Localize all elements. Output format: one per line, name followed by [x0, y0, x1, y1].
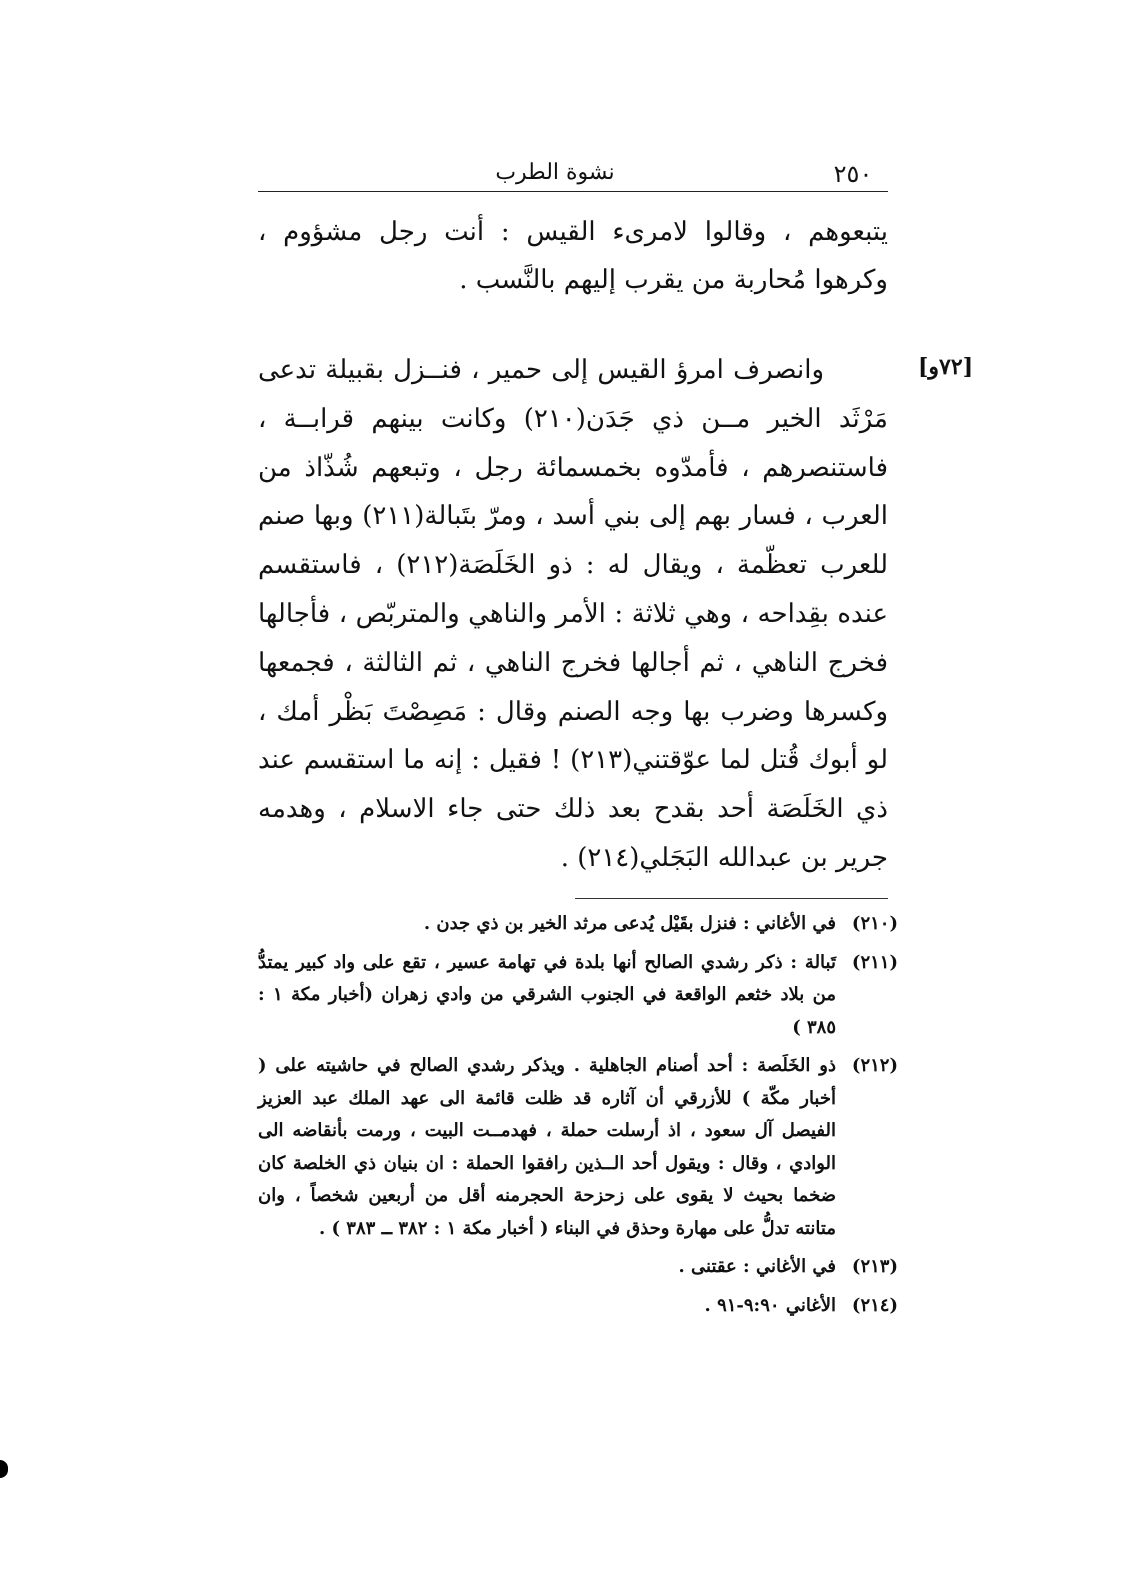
footnote-number: (٢١١) — [851, 951, 898, 973]
page-number: ٢٥٠ — [833, 160, 873, 188]
footnote-text: ذو الخَلَصة : أحد أصنام الجاهلية . ويذكر رشدي الصالح في حاشيته على ( أخبار مكّة ) للأزرقي أن آثاره قد ظلت قائمة الى عهد الملك عبد العزيز الفيصل آل سعود ، اذ أرسلت حملة ، فهدمــت البيت ، ورمت بأنقاضه الى الوادي ، وقال : ويقول أحد الــذين رافقوا الحملة : ان بنيان ذي الخلصة كان ضخما بحيث لا يقوى على زحزحة الحجرمنه أقل من أربعين شخصاً ، وان متانته تدلُّ على مهارة وحذق في البناء ( أخبار مكة ١ : ٣٨٢ ــ ٣٨٣ ) . — [258, 1055, 836, 1239]
running-title: نشوة الطرب — [495, 160, 615, 185]
scan-edge-mark — [0, 1460, 8, 1478]
footnote-text: تَبالة : ذكر رشدي الصالح أنها بلدة في تهامة عسير ، تقع على واد كبير يمتدُّ من بلاد خثعم الواقعة في الجنوب الشرقي من وادي زهران (أخبار مكة ١ : ٣٨٥ ) — [258, 951, 836, 1038]
footnote-text: في الأغاني : فنزل بقَيْل يُدعى مرثد الخير بن ذي جدن . — [423, 913, 836, 934]
footnote-211 — [258, 947, 898, 1045]
folio-marker: [٧٢و] — [918, 354, 974, 380]
footnote-212 — [258, 1050, 898, 1245]
opening-paragraph: يتبعوهم ، وقالوا لامرىء القيس : أنت رجل مشؤوم ، وكرهوا مُحاربة من يقرب إليهم بالنَّسب . — [258, 217, 888, 295]
footnote-210 — [258, 908, 898, 941]
footnote-number: (٢١٤) — [851, 1294, 898, 1316]
footnote-213 — [258, 1251, 898, 1284]
main-paragraph: وانصرف امرؤ القيس إلى حمير ، فنــزل بقبيلة تدعى مَرْثَد الخير مــن ذي جَدَن(٢١٠) وكانت بينهم قرابــة ، فاستنصرهم ، فأمدّوه بخمسمائة رجل ، وتبعهم شُذّاذ من العرب ، فسار بهم إلى بني أسد ، ومرّ بتَبالة(٢١١) وبها صنم للعرب تعظّمة ، ويقال له : ذو الخَلَصَة(٢١٢) ، فاستقسم عنده بقِداحه ، وهي ثلاثة : الأمر والناهي والمتربّص ، فأجالها فخرج الناهي ، ثم أجالها فخرج الناهي ، ثم الثالثة ، فجمعها وكسرها وضرب بها وجه الصنم وقال : مَصِصْتَ بَظْر أمك ، لو أبوك قُتل لما عوّقتني(٢١٣) ! فقيل : إنه ما استقسم عند ذي الخَلَصَة أحد بقدح بعد ذلك حتى جاء الاسلام ، وهدمه جرير بن عبدالله البَجَلي(٢١٤) . — [258, 355, 888, 873]
footnote-rule — [575, 898, 888, 899]
footnote-number: (٢١٢) — [851, 1055, 898, 1076]
footnote-text: الأغاني ٩:٩٠-٩١ . — [704, 1294, 836, 1316]
footnote-214 — [258, 1290, 898, 1323]
footnote-text: في الأغاني : عقتنى . — [678, 1256, 836, 1277]
footnote-number: (٢١٣) — [851, 1256, 898, 1277]
footnotes — [258, 908, 898, 1328]
header-rule — [258, 191, 888, 192]
footnote-number: (٢١٠) — [851, 913, 898, 934]
